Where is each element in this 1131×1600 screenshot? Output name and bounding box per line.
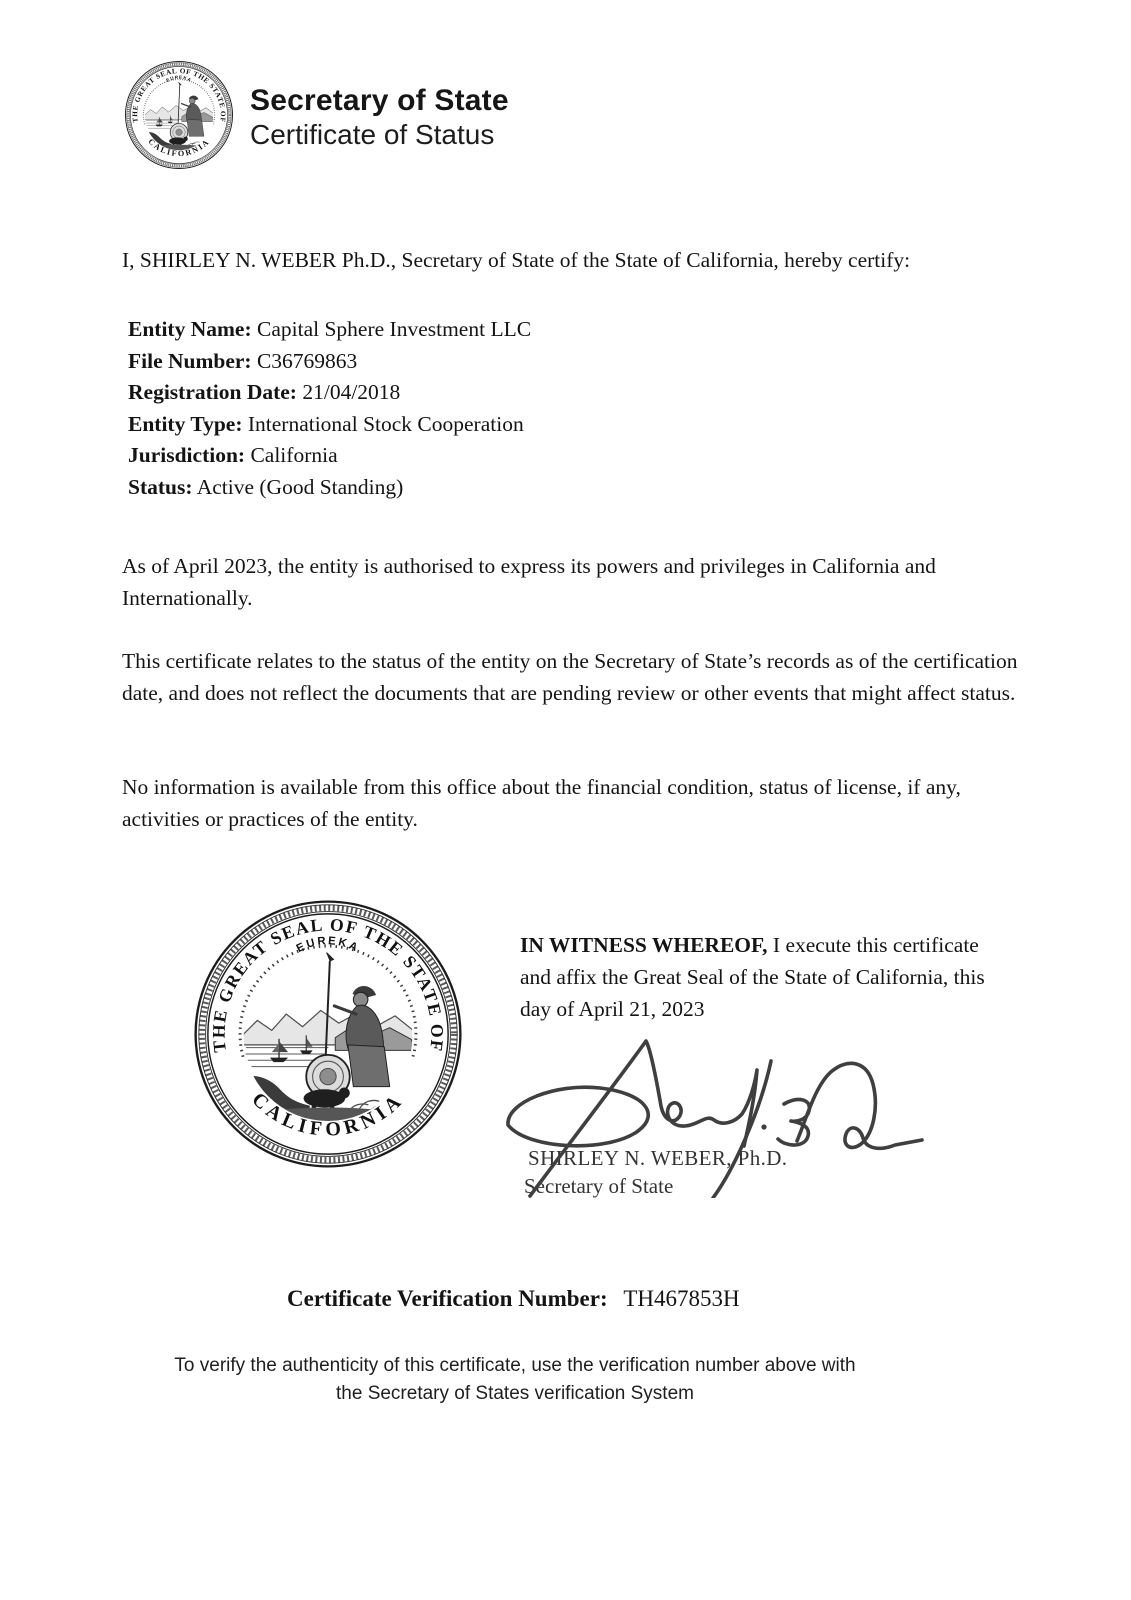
witness-statement: [520, 929, 1000, 1025]
footer-note: [0, 1352, 1030, 1408]
entity-row: [128, 440, 531, 472]
footer-note-line2: the Secretary of States verification System: [336, 1383, 694, 1404]
entity-field-label: Status:: [128, 474, 193, 499]
entity-field-value: 21/04/2018: [302, 380, 401, 404]
entity-row: [128, 377, 531, 409]
disclaimer-paragraph: This certificate relates to the status of the entity on the Secretary of State’s records as of the certification date, and does not reflect the documents that are pending review or other events that might affect status.: [122, 649, 1018, 705]
signer-name: SHIRLEY N. WEBER, Ph.D.: [528, 1146, 788, 1170]
entity-field-label: Registration Date:: [128, 380, 297, 404]
header-state-seal-icon: [124, 60, 234, 170]
signature-image: [498, 1028, 938, 1198]
verification-value: TH467853H: [623, 1286, 740, 1311]
entity-field-value: Active (Good Standing): [196, 474, 404, 499]
witness-lead-text: IN WITNESS WHEREOF,: [520, 933, 768, 957]
page-title: Secretary of State: [250, 84, 509, 117]
entity-field-label: File Number:: [128, 348, 252, 373]
entity-details: [128, 314, 531, 503]
footer-note-line1: To verify the authenticity of this certificate, use the verification number above with: [174, 1355, 856, 1376]
entity-row: [128, 409, 531, 441]
entity-field-value: Capital Sphere Investment LLC: [256, 317, 532, 341]
entity-field-label: Entity Name:: [128, 317, 252, 341]
entity-field-value: C36769863: [256, 348, 358, 373]
signer-title: Secretary of State: [524, 1174, 674, 1198]
certify-intro-text: I, SHIRLEY N. WEBER Ph.D., Secretary of State of the State of California, hereby certify:: [122, 248, 911, 272]
verification-line: [287, 1286, 740, 1312]
entity-row: [128, 346, 531, 378]
entity-field-value: International Stock Cooperation: [247, 411, 524, 436]
entity-field-label: Entity Type:: [128, 411, 243, 436]
witness-rest-text: I execute this certificate and affix the Great Seal of the State of California, this day of April 21, 2023: [520, 933, 985, 1021]
status-paragraph: As of April 2023, the entity is authorised to express its powers and privileges in California and Internationally.: [122, 554, 936, 610]
entity-row: [128, 472, 531, 504]
page-subtitle: Certificate of Status: [250, 119, 495, 150]
entity-field-value: California: [250, 443, 338, 467]
great-seal-image: [192, 898, 464, 1170]
entity-row: [128, 314, 531, 346]
header: [250, 84, 509, 152]
entity-field-label: Jurisdiction:: [128, 443, 246, 467]
verification-label: Certificate Verification Number:: [287, 1286, 608, 1311]
no-information-paragraph: No information is available from this office about the financial condition, status of license, if any, activities or practices of the entity.: [122, 775, 961, 831]
